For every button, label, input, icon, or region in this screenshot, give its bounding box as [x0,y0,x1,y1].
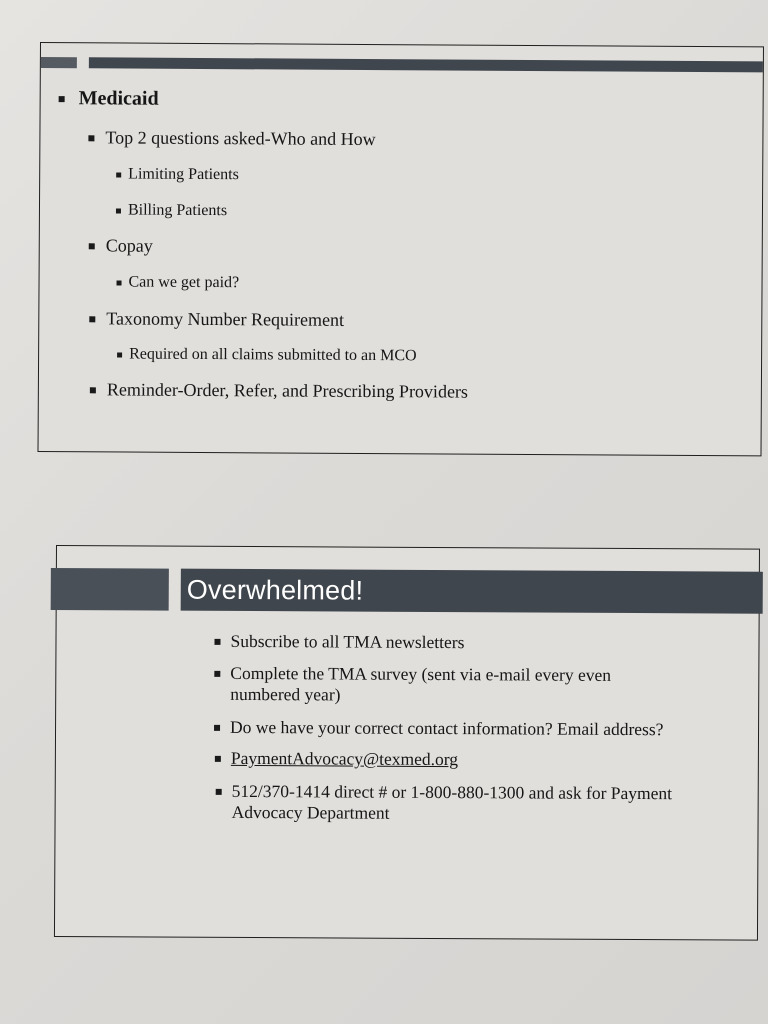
bullet-limiting-patients [116,165,239,184]
bullet-text-line1: 512/370-1414 direct # or 1-800-880-1300 and ask for Payment [231,780,673,804]
square-bullet-icon [90,387,96,393]
bullet-email [215,748,735,772]
bullet-contact-info [214,717,734,741]
bullet-text: Billing Patients [127,201,228,220]
bullet-text [230,663,611,707]
title-bar-left [51,568,169,611]
square-bullet-icon [116,208,121,213]
bullet-text-line2: numbered year) [230,683,341,705]
square-bullet-icon [89,243,95,249]
bullet-text: Can we get paid? [128,273,240,292]
bullet-can-we-get-paid [116,273,239,292]
square-bullet-icon [116,172,121,177]
square-bullet-icon [89,316,95,322]
slide2-title: Overwhelmed! [186,574,364,606]
bullet-text: Limiting Patients [128,165,239,184]
slide-medicaid [37,42,763,456]
bullet-medicaid [59,87,159,111]
slide-overwhelmed [54,545,760,941]
bullet-text: Reminder-Order, Refer, and Prescribing Providers [106,379,469,402]
header-bar-left [41,57,77,68]
square-bullet-icon [117,280,122,285]
bullet-copay [89,235,153,256]
bullet-text-line2: Advocacy Department [231,801,390,823]
title-bar [181,569,763,614]
bullet-text: Required on all claims submitted to an MCO [129,345,417,365]
square-bullet-icon [117,352,122,357]
bullet-required-on-claims [117,345,417,365]
bullet-text: Subscribe to all TMA newsletters [230,630,465,653]
bullet-text: Top 2 questions asked-Who and How [105,127,376,150]
bullet-text: Taxonomy Number Requirement [106,308,345,330]
square-bullet-icon [214,725,220,731]
bullet-text [232,781,673,825]
bullet-top-questions [88,127,375,150]
square-bullet-icon [216,789,222,795]
bullet-survey [214,663,734,708]
bullet-billing-patients [116,201,227,220]
bullet-text-line1: Complete the TMA survey (sent via e-mail every even [230,662,612,685]
slide1-heading: Medicaid [78,87,159,110]
square-bullet-icon [214,639,220,645]
square-bullet-icon [215,756,221,762]
bullet-reminder [90,379,468,402]
email-link[interactable]: PaymentAdvocacy@texmed.org [230,747,459,770]
square-bullet-icon [88,135,94,141]
bullet-text: Copay [105,235,153,256]
bullet-subscribe [214,631,734,655]
bullet-phone [216,781,736,826]
bullet-text: Do we have your correct contact information? Email address? [229,716,664,740]
header-bar-right [89,57,763,72]
square-bullet-icon [214,671,220,677]
square-bullet-icon [59,96,65,102]
bullet-taxonomy [89,308,344,331]
